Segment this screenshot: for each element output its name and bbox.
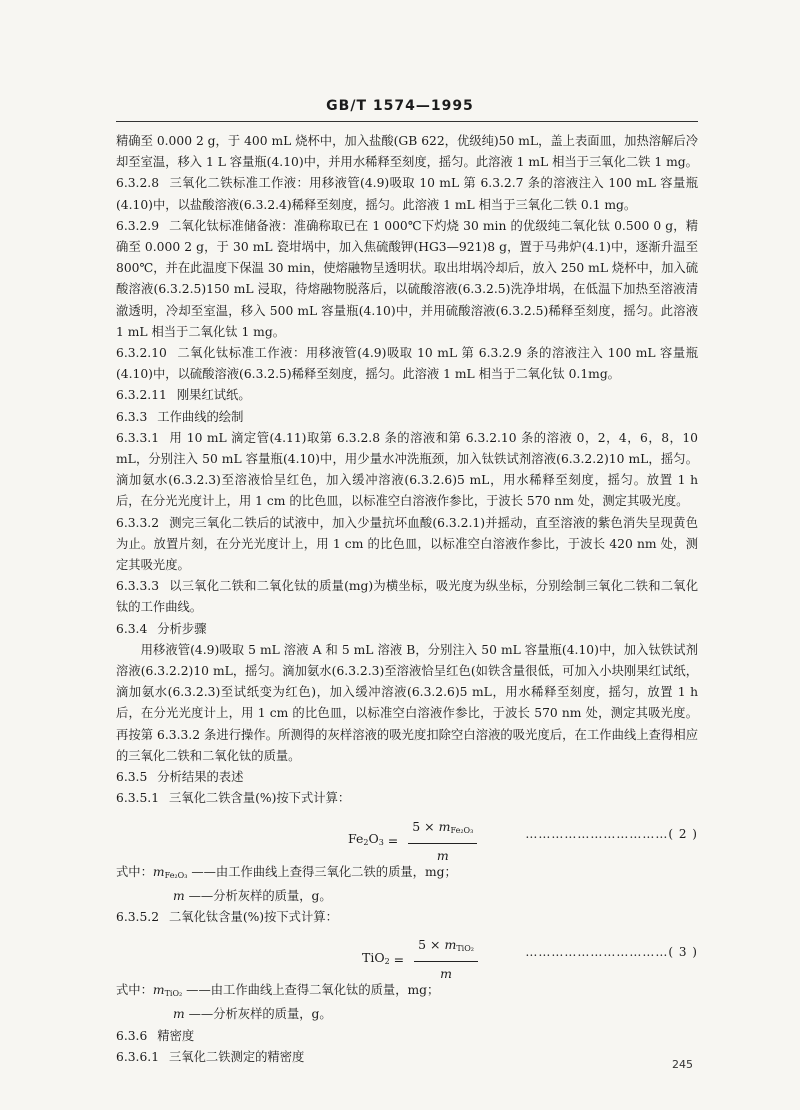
clause-number: 6.3.3.2 xyxy=(116,515,160,530)
formula-lhs: $Fe_2O_3$ xyxy=(348,831,384,848)
clause-6-3-6 xyxy=(116,1026,698,1047)
clause-text: 三氧化二铁标准工作液：用移液管(4.9)吸取 10 mL 第 6.3.2.7 条的溶液注入 100 mL 容量瓶(4.10)中，以盐酸溶液(6.3.2.4)稀释至刻度，摇匀。此溶液 1 mL 相当于三氧化二铁 0.1 mg。 xyxy=(116,176,698,212)
clause-number: 6.3.5 xyxy=(116,770,148,785)
clause-text: 三氧化二铁含量(%)按下式计算： xyxy=(169,791,351,806)
clause-heading: 分析结果的表述 xyxy=(157,770,244,785)
clause-text: 二氧化钛标准工作液：用移液管(4.9)吸取 10 mL 第 6.3.2.9 条的溶液注入 100 mL 容量瓶(4.10)中，以硫酸溶液(6.3.2.5)稀释至刻度，摇匀。此溶液 1 mL 相当于二氧化钛 0.1mg。 xyxy=(116,346,698,382)
clause-number: 6.3.3 xyxy=(116,409,148,424)
clause-number: 6.3.4 xyxy=(116,621,148,636)
clause-number: 6.3.3.3 xyxy=(116,579,160,594)
page-header: GB/T 1574—1995 xyxy=(326,98,474,114)
clause-number: 6.3.6.1 xyxy=(116,1049,160,1064)
formula-denominator: m xyxy=(436,847,449,863)
clause-heading: 分析步骤 xyxy=(157,621,207,636)
clause-6-3-3-3 xyxy=(116,576,698,618)
formula-equals: = xyxy=(383,833,403,849)
clause-number: 6.3.3.1 xyxy=(116,430,160,445)
clause-number: 6.3.6 xyxy=(116,1028,148,1043)
clause-number: 6.3.2.8 xyxy=(116,176,160,191)
clause-6-3-2-11 xyxy=(116,385,698,406)
formula-denominator: m xyxy=(440,966,452,982)
clause-number: 6.3.5.2 xyxy=(116,909,160,924)
clause-text: 以三氧化二铁和二氧化钛的质量(mg)为横坐标，吸光度为纵坐标，分别绘制三氧化二铁和二氧化钛的工作曲线。 xyxy=(116,579,698,615)
formula-numerator: $5 \times m_{TiO_2}$ xyxy=(414,934,478,962)
clause-6-3-3 xyxy=(116,407,698,428)
page-content xyxy=(116,131,698,1068)
clause-text: 用 10 mL 滴定管(4.11)取第 6.3.2.8 条的溶液和第 6.3.2.10 条的溶液 0，2，4，6，8，10 mL，分别注入 50 mL 容量瓶(4.10)中，用少量水冲洗瓶颈，加入钛铁试剂溶液(6.3.2.2)10 mL，摇匀。滴加氨水(6.3.2.3)至溶液恰呈红色，加入缓冲溶液(6.3.2.6)5 mL，用水稀释至刻度，摇匀。放置 1 h 后，在分光光度计上，用 1 cm 的比色皿，以标准空白溶液作参比，于波长 570 nm 处，测定其吸光度。 xyxy=(116,430,698,509)
clause-6-3-5-1 xyxy=(116,788,698,809)
formula-fe2o3 xyxy=(348,816,477,866)
clause-number: 6.3.5.1 xyxy=(116,791,160,806)
clause-number: 6.3.2.10 xyxy=(116,346,167,361)
clause-heading: 精密度 xyxy=(157,1028,195,1043)
where-clause-2-line2: m ——分析灰样的质量，g。 xyxy=(173,1007,332,1022)
clause-heading: 工作曲线的绘制 xyxy=(157,409,244,424)
clause-6-3-2-9 xyxy=(116,216,698,343)
page-number: 245 xyxy=(672,1058,693,1071)
clause-6-3-2-10 xyxy=(116,343,698,385)
clause-text: 刚果红试纸。 xyxy=(176,388,251,403)
where-clause-1: 式中：$m_{Fe_2O_3}$ ——由工作曲线上查得三氧化二铁的质量，mg； xyxy=(116,864,457,880)
formula-tio2-row xyxy=(116,928,698,980)
clause-text: 二氧化钛含量(%)按下式计算： xyxy=(169,909,338,924)
clause-6-3-2-8 xyxy=(116,173,698,215)
equation-number: ……………………………( 2 ) xyxy=(525,826,698,841)
clause-6-3-4-body: 用移液管(4.9)吸取 5 mL 溶液 A 和 5 mL 溶液 B，分别注入 50 mL 容量瓶(4.10)中，加入钛铁试剂溶液(6.3.2.2)10 mL，摇匀。滴加氨水(6.3.2.3)至溶液恰呈红色(如铁含量很低，可加入小块刚果红试纸，滴加氨水(6.3.2.3)至试纸变为红色)，加入缓冲溶液(6.3.2.6)5 mL，用水稀释至刻度，摇匀，放置 1 h 后，在分光光度计上，用 1 cm 的比色皿，以标准空白溶液作参比，于波长 570 nm 处，测定其吸光度。再按第 6.3.3.2 条进行操作。所测得的灰样溶液的吸光度扣除空白溶液的吸光度后，在工作曲线上查得相应的三氧化二铁和二氧化钛的质量。 xyxy=(116,642,698,763)
clause-text: 二氧化钛标准储备液：准确称取已在 1 000℃下灼烧 30 min 的优级纯二氧化钛 0.500 0 g，精确至 0.000 2 g，于 30 mL 瓷坩埚中，加入焦硫酸钾(HG3—921)8 g，置于马弗炉(4.1)中，逐渐升温至 800℃，并在此温度下保温 30 min，使熔融物呈透明状。取出坩埚冷却后，放入 250 mL 烧杯中，加入硫酸溶液(6.3.2.5)150 mL 浸取，待熔融物脱落后，以硫酸溶液(6.3.2.5)洗净坩埚，在低温下加热至溶液清澈透明，冷却至室温，移入 500 mL 容量瓶(4.10)中，并用硫酸溶液(6.3.2.5)稀释至刻度，摇匀。此溶液 1 mL 相当于二氧化钛 1 mg。 xyxy=(116,218,698,339)
where-clause-1-line2: m ——分析灰样的质量，g。 xyxy=(173,888,332,903)
formula-fraction xyxy=(408,816,477,866)
formula-numerator: $5 \times m_{Fe_2O_3}$ xyxy=(408,816,477,844)
where-clause-2: 式中：$m_{TiO_2}$ ——由工作曲线上查得二氧化钛的质量，mg； xyxy=(116,983,440,999)
paragraph-continuation: 精确至 0.000 2 g，于 400 mL 烧杯中，加入盐酸(GB 622，优级纯)50 mL，盖上表面皿，加热溶解后冷却至室温，移入 1 L 容量瓶(4.10)中，并用水稀释至刻度，摇匀。此溶液 1 mL 相当于三氧化二铁 1 mg。 xyxy=(116,134,698,170)
clause-number: 6.3.2.11 xyxy=(116,388,167,403)
equation-number: ……………………………( 3 ) xyxy=(525,945,698,960)
clause-6-3-4 xyxy=(116,619,698,640)
clause-6-3-6-1 xyxy=(116,1047,698,1068)
clause-number: 6.3.2.9 xyxy=(116,218,160,233)
clause-6-3-5-2 xyxy=(116,907,698,928)
formula-fe2o3-row xyxy=(116,810,698,862)
formula-lhs: TiO$_2$ xyxy=(362,949,390,966)
clause-6-3-5 xyxy=(116,767,698,788)
formula-tio2 xyxy=(362,934,478,984)
clause-text: 测完三氧化二铁后的试液中，加入少量抗坏血酸(6.3.2.1)并摇动，直至溶液的紫色消失呈现黄色为止。放置片刻，在分光光度计上，用 1 cm 的比色皿，以标准空白溶液作参比，于波长 420 nm 处，测定其吸光度。 xyxy=(116,515,698,573)
clause-6-3-3-2 xyxy=(116,513,698,577)
clause-text: 三氧化二铁测定的精密度 xyxy=(169,1049,305,1064)
clause-6-3-3-1 xyxy=(116,428,698,513)
formula-equals: = xyxy=(389,951,409,967)
header-rule xyxy=(116,121,698,122)
formula-fraction xyxy=(414,934,478,984)
